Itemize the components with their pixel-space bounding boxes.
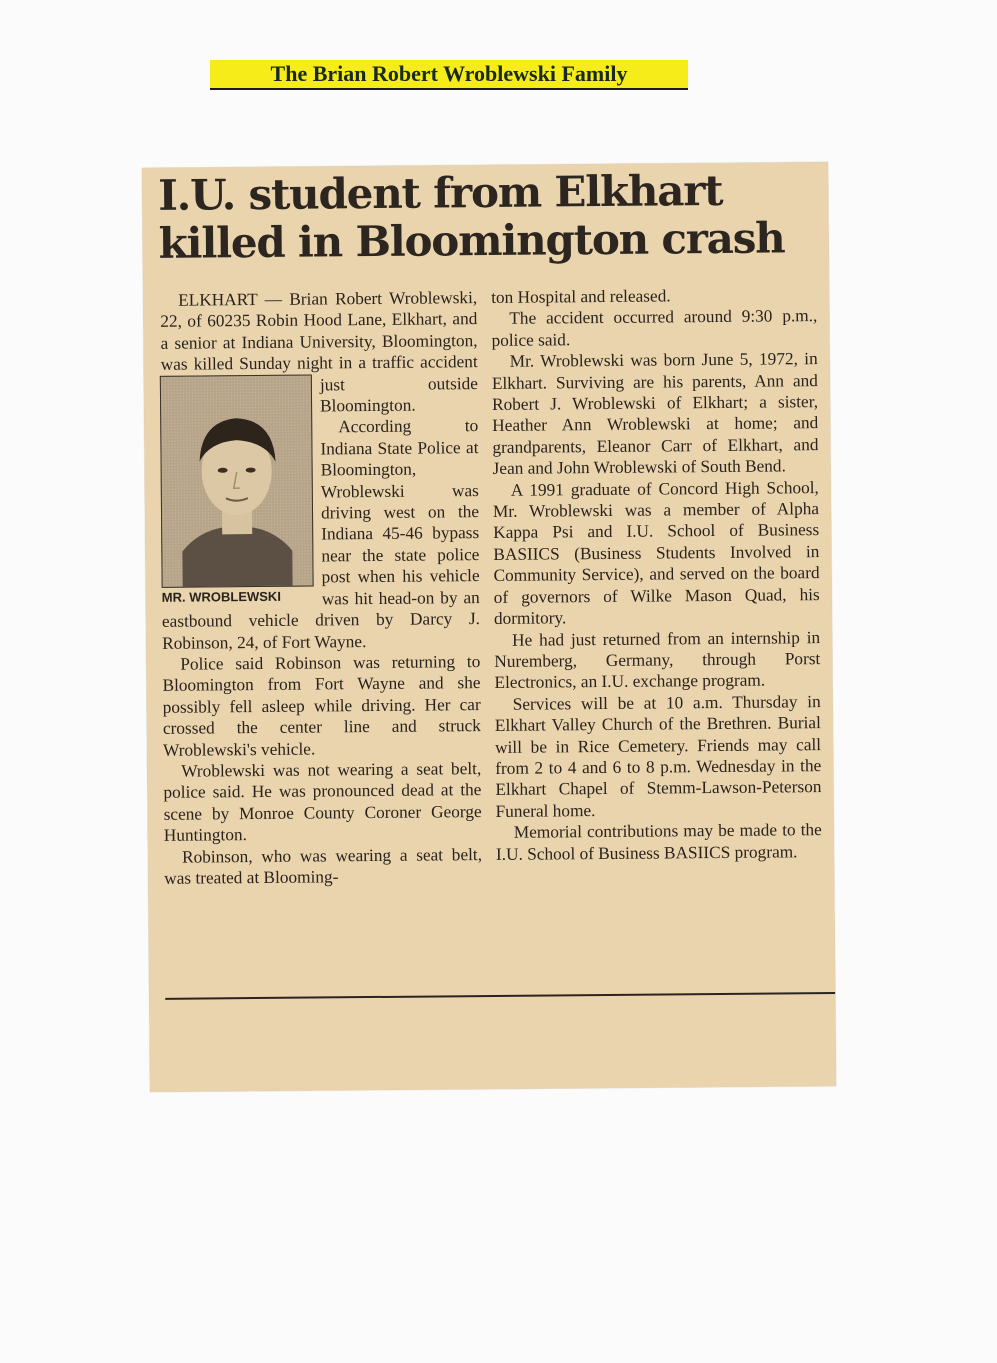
paragraph: Mr. Wroblewski was born June 5, 1972, in Elkhart. Surviving are his parents, Ann and Robert J. Wroblewski of Elkhart; a sister, Heather Ann Wroblewski at home; and grandparents, Eleanor Carr of Elkhart, and Jean and John Wroblewski of South Bend.: [491, 349, 819, 479]
article-column-right: [491, 284, 822, 865]
paragraph: ELKHART — Brian Robert Wroblewski, 22, of 60235 Robin Hood Lane, Elkhart, and a senior at Indiana University, Bloomington, was killed Sunday night in a traffic accident just outside Bloomington.: [160, 288, 478, 416]
newspaper-clipping: [142, 162, 836, 1092]
bottom-divider: [165, 992, 835, 1000]
paragraph: The accident occurred around 9:30 p.m., police said.: [491, 306, 818, 350]
photo-block: [160, 375, 314, 606]
paragraph: A 1991 graduate of Concord High School, Mr. Wroblewski was a member of Alpha Kappa Psi and I.U. School of Business BASIICS (Business Students Involved in Community Service), and served on the board of governors of Wilke Mason Quad, his dormitory.: [492, 477, 820, 629]
paragraph: According to Indiana State Police at Bloomington, Wroblewski was driving west on the Indiana 45-46 bypass near the state police post when his vehicle was hit head-on by an eastbound vehicle driven by Darcy J. Robinson, 24, of Fort Wayne.: [161, 416, 481, 653]
page-header-title: The Brian Robert Wroblewski Family: [210, 60, 688, 90]
paragraph: Services will be at 10 a.m. Thursday in Elkhart Valley Church of the Brethren. Burial will be in Rice Cemetery. Friends may call from 2 to 4 and 6 to 8 p.m. Wednesday in the Elkhart Chapel of Stemm-Lawson-Peterson Funeral home.: [494, 691, 822, 821]
paragraph: He had just returned from an internship in Nuremberg, Germany, through Porst Electronics, an I.U. exchange program.: [494, 627, 821, 693]
paragraph: Police said Robinson was returning to Bloomington from Fort Wayne and she possibly fell asleep while driving. Her car crossed the center line and struck Wroblewski's vehicle.: [162, 651, 481, 760]
paragraph: Wroblewski was not wearing a seat belt, police said. He was pronounced dead at the scene by Monroe County Coroner George Huntington.: [163, 759, 482, 845]
headline-line-2: killed in Bloomington crash: [158, 213, 785, 268]
photo-caption: MR. WROBLEWSKI: [161, 588, 281, 605]
headline-line-1: I.U. student from Elkhart: [158, 165, 723, 220]
paragraph: ton Hospital and released.: [491, 286, 671, 307]
paragraph: Memorial contributions may be made to the I.U. School of Business BASIICS program.: [495, 820, 822, 864]
portrait-photo: [160, 375, 314, 588]
article-column-left: [159, 287, 482, 889]
article-headline: [158, 166, 819, 268]
paragraph: Robinson, who was wearing a seat belt, was treated at Blooming-: [164, 844, 483, 888]
